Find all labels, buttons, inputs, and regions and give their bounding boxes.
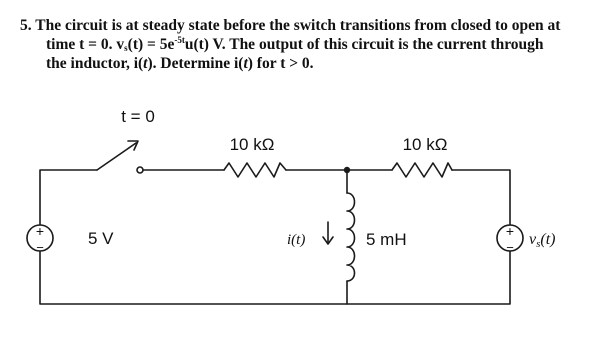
resistor-2-label: 10 kΩ [402, 135, 448, 154]
current-label: i(t) [287, 232, 306, 248]
problem-text-3a: the inductor, i( [46, 55, 144, 72]
problem-text-3-t: t [143, 55, 148, 72]
problem-text-3b: ). Determine i( [147, 55, 244, 72]
resistor-2 [392, 163, 452, 177]
switch-blade [97, 143, 136, 170]
problem-text-3c: ) for t > 0. [247, 55, 314, 72]
problem-text-2b: (t) = 5e [127, 36, 175, 53]
wire-bottom [40, 251, 510, 304]
source-5v-label: 5 V [88, 229, 114, 248]
resistor-1-label: 10 kΩ [229, 135, 275, 154]
source1-minus: − [36, 240, 44, 255]
wire-r2-to-right [452, 170, 510, 225]
source1-plus: + [35, 223, 45, 239]
source-vs-label: vs(t) [529, 231, 556, 250]
wire-left-top [40, 170, 97, 225]
problem-text-2-sub: s [124, 43, 128, 53]
problem-text-1: The circuit is at steady state before the switch transitions from closed to open at [35, 17, 561, 34]
resistor-1 [224, 163, 286, 177]
problem-text-2c: u(t) V. The output of this circuit is the current through [184, 36, 544, 53]
switch-label: t = 0 [121, 107, 155, 126]
inductor-label: 5 mH [366, 230, 407, 249]
problem-text-2a: time t = 0. v [46, 36, 125, 53]
source2-minus: − [506, 240, 514, 255]
source2-plus: + [505, 223, 515, 239]
problem-number: 5. [20, 17, 32, 34]
switch-contact-right [137, 167, 143, 173]
problem-text-2-sup: -5t [174, 35, 185, 45]
problem-text-3-t2: t [243, 55, 248, 72]
junction-node [344, 167, 350, 173]
inductor [347, 193, 355, 281]
